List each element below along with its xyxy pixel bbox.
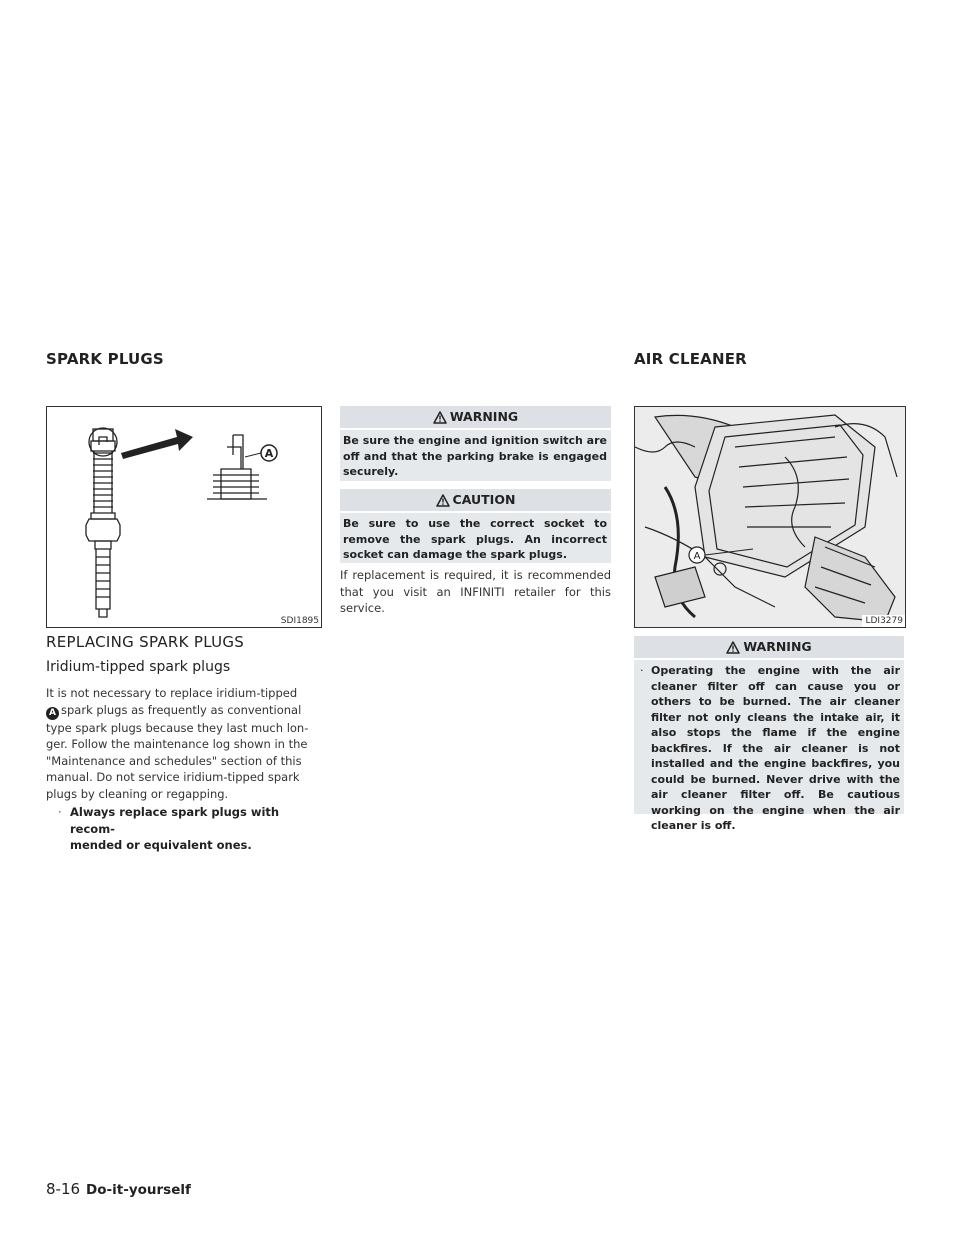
warning-icon <box>433 411 447 424</box>
section-title-air-cleaner: AIR CLEANER <box>634 350 747 368</box>
paragraph-line-2-text: spark plugs as frequently as conventional <box>61 702 302 717</box>
iridium-paragraph <box>46 685 320 803</box>
air-cleaner-figure-code: LDI3279 <box>862 615 905 627</box>
chapter-name: Do-it-yourself <box>86 1182 191 1198</box>
air-cleaner-warning-text: Operating the engine with the air cleaner filter off can cause you or others to be burned. The air cleaner filter not only cleans the intake air, it also stops the flame if the engine backfires. If the air cleaner is not installed and the engine backfires, you could be burned. Never drive with the air cleaner filter off. Be cautious working on the engine when the air cleaner is off. <box>651 664 900 832</box>
bullet-line-2: mended or equivalent ones. <box>70 838 252 853</box>
retailer-note: If replacement is required, it is recommended that you visit an INFINITI retailer for this service. <box>340 568 611 616</box>
spark-plug-illustration <box>47 407 321 627</box>
air-cleaner-warning-header <box>634 636 904 658</box>
page-number: 8-16 <box>46 1180 81 1198</box>
spark-plug-figure-code: SDI1895 <box>278 615 321 627</box>
air-cleaner-figure <box>634 406 906 628</box>
air-cleaner-warning-body <box>634 660 904 832</box>
bullet-dot: · <box>58 805 62 819</box>
air-cleaner-illustration <box>635 407 905 627</box>
air-cleaner-callout-a: A <box>693 551 701 562</box>
replacing-spark-plugs-heading: REPLACING SPARK PLUGS <box>46 633 245 651</box>
bullet-text <box>70 804 320 854</box>
paragraph-line-6: manual. Do not service iridium-tipped spark <box>46 770 300 785</box>
warning-title: WARNING <box>449 409 519 424</box>
paragraph-line-3: type spark plugs because they last much lon- <box>46 720 309 735</box>
paragraph-line-5: "Maintenance and schedules" section of this <box>46 753 302 768</box>
paragraph-line-1: It is not necessary to replace iridium-tipped <box>46 686 298 700</box>
bullet-line-1: Always replace spark plugs with recom- <box>70 805 280 836</box>
page-footer <box>46 1180 191 1198</box>
replace-bullet <box>58 804 320 853</box>
section-title-spark-plugs: SPARK PLUGS <box>46 350 164 368</box>
warning-box-body: Be sure the engine and ignition switch are off and that the parking brake is engaged securely. <box>340 430 611 481</box>
paragraph-line-2 <box>46 702 320 720</box>
paragraph-line-7: plugs by cleaning or regapping. <box>46 786 229 801</box>
air-cleaner-warning-title: WARNING <box>743 639 812 654</box>
caution-box-body: Be sure to use the correct socket to remove the spark plugs. An incorrect socket can damage the spark plugs. <box>340 513 611 563</box>
caution-box-header <box>340 489 611 511</box>
iridium-subheading: Iridium-tipped spark plugs <box>46 659 231 675</box>
warning-icon <box>726 641 740 654</box>
warning-box-header <box>340 406 611 428</box>
inline-callout-a: A <box>46 707 59 720</box>
spark-plug-figure <box>46 406 322 628</box>
paragraph-line-4: ger. Follow the maintenance log shown in the <box>46 737 308 752</box>
caution-title: CAUTION <box>452 492 516 507</box>
caution-icon <box>436 494 450 507</box>
warning-bullet-dot: · <box>640 664 644 677</box>
spark-plug-callout-a: A <box>264 447 274 460</box>
